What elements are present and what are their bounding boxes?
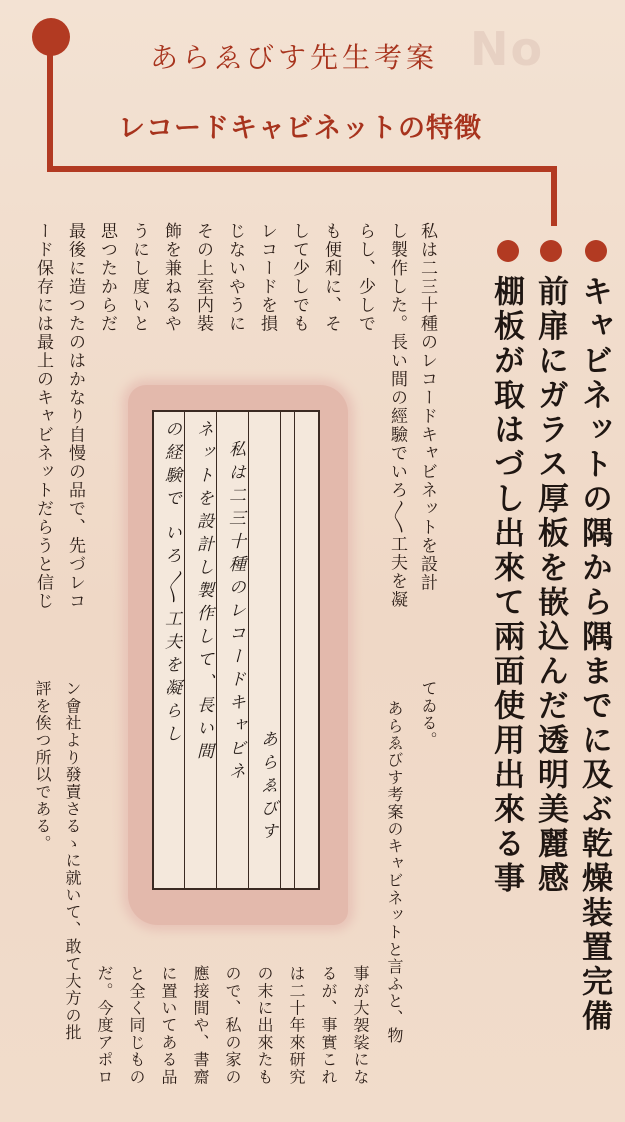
feature-bullet-1 — [585, 240, 607, 262]
body-column-bottom-12: ン會社より發賣さるゝに就いて、敢て大方の批 — [63, 680, 82, 1042]
manuscript-handwriting-column-2: ネットを設計し製作して、長い間 — [193, 420, 213, 765]
manuscript-rule — [216, 412, 217, 888]
body-column-bottom-7: ので、私の家の — [223, 965, 242, 1086]
feature-item-2: 前扉にガラス厚板を嵌込んだ透明美麗感 — [532, 275, 568, 896]
body-column-10: 最後に造つたのはかなり自慢の品で、先づレコ — [65, 222, 85, 611]
page-subtitle: レコードキャビネットの特徴 — [118, 113, 482, 144]
body-column-2: も便利に、そ — [321, 222, 341, 333]
body-column-4: レコードを損 — [257, 222, 277, 333]
body-column-8: うにし度いと — [129, 222, 149, 333]
body-column-6: その上室内裝 — [193, 222, 213, 333]
body-column-1: らし、少しで — [355, 222, 375, 333]
body-column-bottom-9: に置いてある品 — [159, 965, 178, 1086]
body-column-bottom-3: 事が大袈裟にな — [351, 965, 370, 1086]
body-column-7: 飾を兼ねるや — [161, 222, 181, 333]
intro-line-1: 私は二三十種のレコードキャビネットを設計 — [417, 222, 437, 592]
manuscript-handwriting-column-3: の経験で いろ〳〵工夫を凝らし — [161, 420, 181, 748]
frame-start-dot — [32, 18, 70, 56]
body-column-bottom-5: は二十年來研究 — [287, 965, 306, 1086]
frame-vertical-right — [551, 166, 557, 226]
manuscript-rule — [184, 412, 185, 888]
body-column-5: じないやうに — [225, 222, 245, 333]
body-column-bottom-8: 應接間や、書齋 — [191, 965, 210, 1086]
manuscript-rule — [294, 412, 295, 888]
body-column-9: 思つたからだ — [97, 222, 117, 333]
body-column-3: して少しでも — [289, 222, 309, 333]
feature-item-3: 棚板が取はづし出來て兩面使用出來る事 — [488, 275, 524, 896]
body-column-bottom-10: と全く同じもの — [127, 965, 146, 1086]
manuscript-signature: あらゑびす — [257, 730, 277, 845]
body-column-bottom-1: てゐる。 — [419, 680, 438, 749]
manuscript-rule — [280, 412, 281, 888]
body-column-11: ード保存には最上のキャビネットだらうと信じ — [33, 222, 53, 611]
intro-line-2: し製作した。長い間の經驗でいろ〳〵工夫を凝 — [387, 222, 407, 609]
frame-vertical-left — [47, 52, 53, 170]
frame-horizontal — [47, 166, 557, 172]
feature-item-1: キャビネットの隅から隅までに及ぶ乾燥装置完備 — [576, 275, 612, 1034]
body-column-bottom-13: 評を俟つ所以である。 — [33, 680, 52, 852]
manuscript-handwriting-column-1: 私は二三十種のレコードキャビネ — [225, 440, 245, 785]
body-column-bottom-4: るが、事實これ — [319, 965, 338, 1086]
body-column-bottom-11: だ。今度アポロ — [95, 965, 114, 1086]
ghost-watermark-text: No — [470, 22, 545, 76]
feature-bullet-3 — [497, 240, 519, 262]
body-column-bottom-2: あらゑびす考案のキャビネットと言ふと、物 — [385, 700, 404, 1044]
manuscript-rule — [248, 412, 249, 888]
page-title: あらゑびす先生考案 — [150, 41, 439, 74]
body-column-bottom-6: の末に出來たも — [255, 965, 274, 1086]
feature-bullet-2 — [540, 240, 562, 262]
